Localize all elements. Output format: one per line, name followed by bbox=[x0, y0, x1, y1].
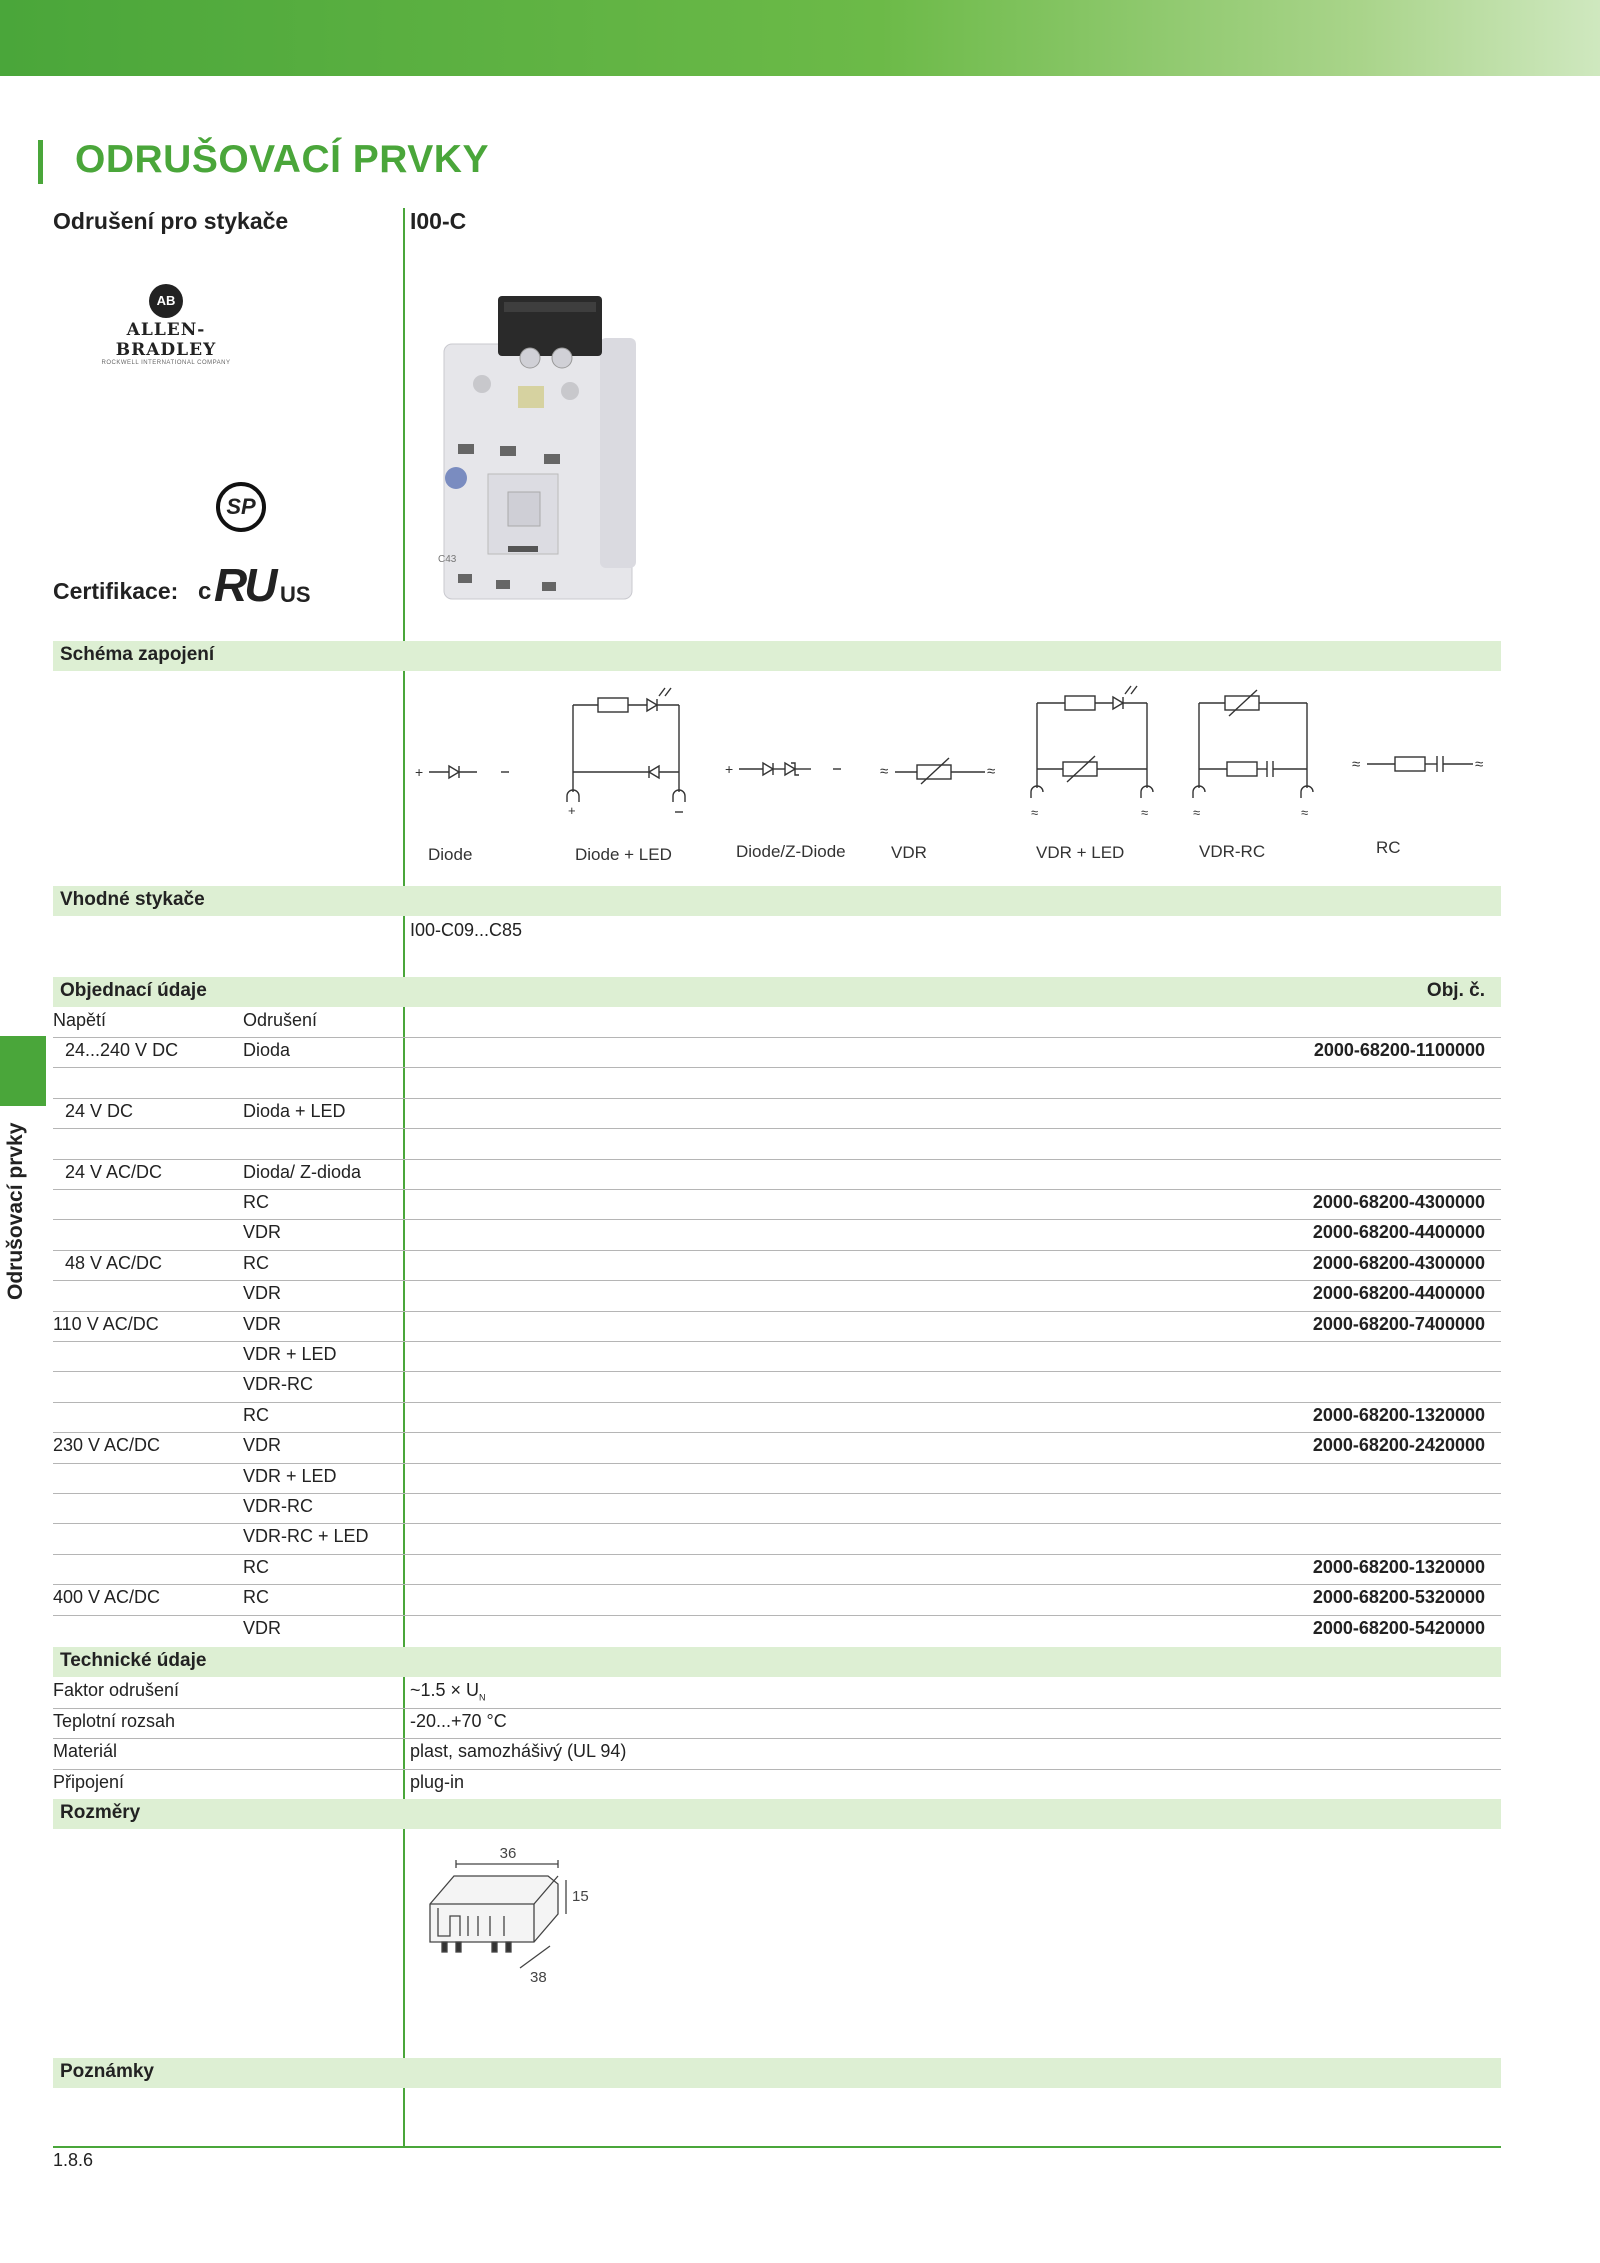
tech-value bbox=[410, 1741, 626, 1764]
order-voltage: 48 V AC/DC bbox=[65, 1252, 163, 1273]
ul-us: US bbox=[280, 582, 311, 607]
schematic-rc bbox=[1352, 756, 1483, 773]
row-divider bbox=[53, 1463, 1501, 1464]
row-divider bbox=[53, 1219, 1501, 1220]
ab-mark: AB bbox=[149, 284, 183, 318]
row-divider bbox=[53, 1402, 1501, 1403]
order-voltage: 110 V AC/DC bbox=[53, 1313, 159, 1334]
schematic-vdr-rc bbox=[1193, 690, 1313, 820]
dim-depth: 38 bbox=[530, 1969, 547, 1986]
tech-value-text: ~1.5 × U bbox=[410, 1680, 480, 1700]
order-suppression-type: Dioda/ Z-dioda bbox=[243, 1161, 362, 1182]
row-divider bbox=[53, 1554, 1501, 1555]
col-order-code: Obj. č. bbox=[1426, 980, 1485, 1001]
order-suppression-type: VDR + LED bbox=[243, 1465, 337, 1486]
tech-label: Faktor odrušení bbox=[53, 1680, 180, 1700]
svg-text:≈: ≈ bbox=[1475, 756, 1484, 773]
row-divider bbox=[53, 1159, 1501, 1160]
svg-text:+: + bbox=[415, 764, 424, 780]
contactors-value: I00-C09...C85 bbox=[410, 920, 523, 940]
tech-value-subscript: N bbox=[479, 1692, 486, 1703]
allen-bradley-logo bbox=[86, 284, 246, 366]
order-code: 2000-68200-4400000 bbox=[1312, 1222, 1485, 1243]
side-label: Odrušovací prvky bbox=[4, 1122, 27, 1300]
tech-label: Teplotní rozsah bbox=[53, 1710, 176, 1731]
section-wiring-title: Schéma zapojení bbox=[60, 644, 215, 665]
caption-diode-led: Diode + LED bbox=[575, 845, 672, 864]
order-suppression-type: VDR bbox=[243, 1313, 282, 1334]
caption-diode: Diode bbox=[428, 845, 473, 864]
caption-vdr-led: VDR + LED bbox=[1036, 843, 1125, 862]
wiring-schematics bbox=[405, 676, 1501, 826]
row-divider bbox=[53, 1250, 1501, 1251]
order-code: 2000-68200-1320000 bbox=[1312, 1556, 1485, 1577]
order-code: 2000-68200-4300000 bbox=[1312, 1252, 1485, 1273]
order-suppression-type: RC bbox=[243, 1252, 269, 1273]
schematic-diode bbox=[415, 764, 509, 780]
page-title: ODRUŠOVACÍ PRVKY bbox=[75, 138, 489, 181]
svg-text:≈: ≈ bbox=[880, 763, 889, 780]
section-technical-title: Technické údaje bbox=[60, 1650, 207, 1671]
section-notes bbox=[53, 2058, 1501, 2088]
tech-value-text: plug-in bbox=[410, 1771, 465, 1792]
order-suppression-type: RC bbox=[243, 1192, 269, 1212]
ab-name: ALLEN-BRADLEY bbox=[115, 320, 217, 360]
certification-label: Certifikace: bbox=[53, 578, 179, 604]
row-divider bbox=[53, 1738, 1501, 1739]
csa-certification-logo: SP bbox=[216, 482, 266, 532]
row-divider bbox=[53, 1615, 1501, 1616]
order-code: 2000-68200-7400000 bbox=[1312, 1313, 1485, 1334]
tech-value bbox=[410, 1680, 486, 1703]
order-suppression-type: VDR-RC bbox=[243, 1374, 313, 1395]
row-divider bbox=[53, 1708, 1501, 1709]
row-divider bbox=[53, 1311, 1501, 1312]
dim-width: 36 bbox=[499, 1846, 517, 1862]
order-suppression-type: VDR bbox=[243, 1435, 282, 1456]
order-code: 2000-68200-4300000 bbox=[1312, 1192, 1485, 1212]
svg-text:≈: ≈ bbox=[1301, 805, 1309, 820]
dim-height: 15 bbox=[572, 1888, 589, 1905]
caption-z-diode: Diode/Z-Diode bbox=[736, 842, 846, 861]
schematic-vdr bbox=[880, 758, 995, 784]
order-suppression-type: VDR bbox=[243, 1222, 282, 1243]
footer-rule bbox=[53, 2146, 1501, 2148]
tech-label: Připojení bbox=[53, 1771, 125, 1792]
section-notes-title: Poznámky bbox=[60, 2061, 154, 2082]
tech-label: Materiál bbox=[53, 1741, 118, 1761]
order-voltage: 400 V AC/DC bbox=[53, 1587, 161, 1608]
section-ordering-title: Objednací údaje bbox=[60, 980, 207, 1001]
order-code: 2000-68200-5320000 bbox=[1312, 1587, 1485, 1608]
tech-value-text: plast, samozhášivý (UL 94) bbox=[410, 1741, 627, 1761]
section-contactors-title: Vhodné stykače bbox=[60, 889, 205, 910]
order-voltage: 24 V AC/DC bbox=[65, 1161, 163, 1182]
schematic-diode-led bbox=[567, 688, 685, 818]
svg-text:≈: ≈ bbox=[1031, 805, 1039, 820]
row-divider bbox=[53, 1037, 1501, 1038]
section-contactors bbox=[53, 886, 1501, 916]
row-divider bbox=[53, 1341, 1501, 1342]
order-code: 2000-68200-5420000 bbox=[1312, 1617, 1485, 1638]
row-divider bbox=[53, 1769, 1501, 1770]
section-ordering bbox=[53, 977, 1501, 1007]
order-suppression-type: VDR-RC bbox=[243, 1496, 313, 1516]
caption-vdr-rc: VDR-RC bbox=[1199, 842, 1266, 861]
svg-text:≈: ≈ bbox=[1352, 756, 1361, 773]
tech-value bbox=[410, 1711, 507, 1734]
ab-tagline: ROCKWELL INTERNATIONAL COMPANY bbox=[101, 360, 231, 366]
ul-mark: RU bbox=[214, 559, 275, 611]
product-image bbox=[430, 296, 650, 606]
column-divider bbox=[403, 208, 405, 2146]
order-voltage: 230 V AC/DC bbox=[53, 1435, 161, 1456]
row-divider bbox=[53, 1067, 1501, 1068]
order-suppression-type: Dioda bbox=[243, 1040, 291, 1060]
order-code: 2000-68200-1320000 bbox=[1312, 1404, 1485, 1425]
section-dimensions bbox=[53, 1799, 1501, 1829]
order-suppression-type: VDR bbox=[243, 1617, 282, 1638]
row-divider bbox=[53, 1280, 1501, 1281]
row-divider bbox=[53, 1189, 1501, 1190]
header-bar bbox=[0, 0, 1600, 76]
order-suppression-type: RC bbox=[243, 1587, 269, 1608]
caption-vdr: VDR bbox=[891, 843, 927, 862]
col-voltage: Napětí bbox=[53, 1010, 107, 1030]
order-voltage: 24 V DC bbox=[65, 1100, 134, 1121]
tech-value-text: -20...+70 °C bbox=[410, 1710, 507, 1731]
row-divider bbox=[53, 1432, 1501, 1433]
row-divider bbox=[53, 1128, 1501, 1129]
side-tab bbox=[0, 1036, 46, 1106]
order-suppression-type: RC bbox=[243, 1404, 269, 1425]
order-suppression-type: VDR bbox=[243, 1283, 282, 1304]
svg-text:≈: ≈ bbox=[1141, 805, 1149, 820]
page-number: 1.8.6 bbox=[53, 2150, 94, 2170]
order-suppression-type: VDR + LED bbox=[243, 1344, 337, 1364]
row-divider bbox=[53, 1371, 1501, 1372]
svg-text:+: + bbox=[568, 803, 576, 818]
tech-value bbox=[410, 1772, 464, 1795]
order-suppression-type: VDR-RC + LED bbox=[243, 1526, 369, 1547]
row-divider bbox=[53, 1098, 1501, 1099]
svg-text:≈: ≈ bbox=[987, 763, 996, 780]
section-subtitle: Odrušení pro stykače bbox=[53, 208, 289, 234]
caption-rc: RC bbox=[1376, 838, 1401, 857]
order-suppression-type: RC bbox=[243, 1556, 269, 1577]
product-name: I00-C bbox=[410, 208, 467, 234]
dimension-drawing bbox=[420, 1846, 600, 1986]
ul-c: c bbox=[198, 578, 212, 605]
product-image-label: C43 bbox=[438, 554, 457, 565]
order-suppression-type: Dioda + LED bbox=[243, 1100, 346, 1121]
order-code: 2000-68200-2420000 bbox=[1312, 1435, 1485, 1456]
row-divider bbox=[53, 1493, 1501, 1494]
svg-text:+: + bbox=[725, 761, 734, 777]
order-code: 2000-68200-4400000 bbox=[1312, 1283, 1485, 1304]
title-accent bbox=[38, 140, 43, 184]
section-dimensions-title: Rozměry bbox=[60, 1802, 141, 1823]
order-code: 2000-68200-1100000 bbox=[1313, 1040, 1485, 1060]
row-divider bbox=[53, 1584, 1501, 1585]
svg-text:≈: ≈ bbox=[1193, 805, 1201, 820]
schematic-z-diode bbox=[725, 761, 841, 777]
section-wiring bbox=[53, 641, 1501, 671]
schematic-vdr-led bbox=[1031, 686, 1153, 820]
row-divider bbox=[53, 1523, 1501, 1524]
order-voltage: 24...240 V DC bbox=[65, 1040, 179, 1060]
section-technical bbox=[53, 1647, 1501, 1677]
col-suppression: Odrušení bbox=[243, 1010, 318, 1030]
